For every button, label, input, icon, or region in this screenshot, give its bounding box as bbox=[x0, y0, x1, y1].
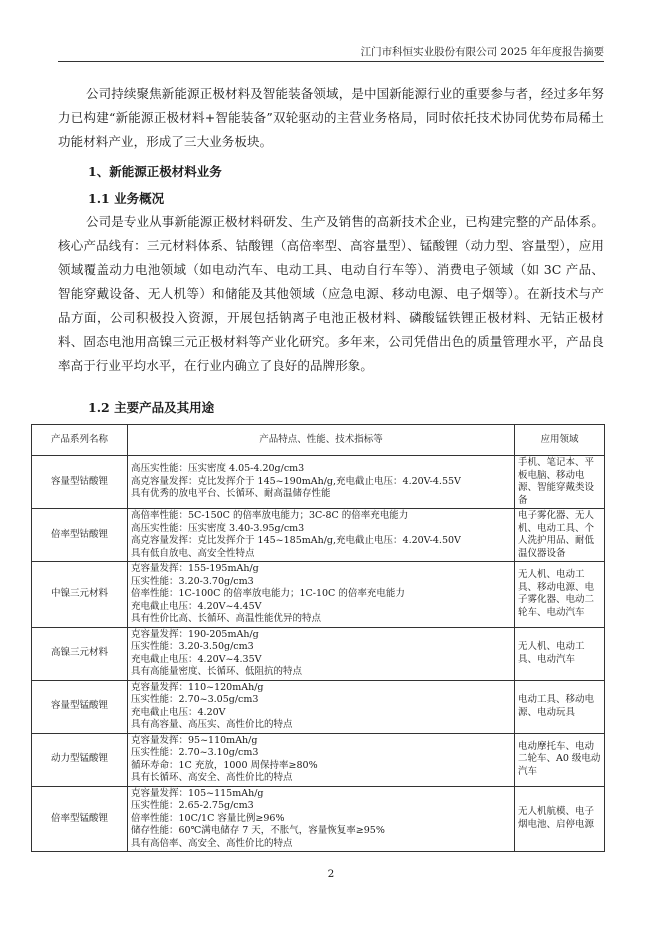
spec-line: 压实性能：2.65-2.75g/cm3 bbox=[131, 800, 254, 811]
spec-line: 压实性能：3.20-3.50g/cm3 bbox=[131, 641, 254, 652]
table-row bbox=[32, 680, 605, 733]
spec-line: 循环寿命：1C 充放，1000 周保持率≥80% bbox=[131, 759, 318, 771]
application-fields-cell: 手机、笔记本、平板电脑、移动电源、智能穿戴类设备 bbox=[515, 456, 605, 509]
spec-line: 充电截止电压：4.20V~4.35V bbox=[131, 653, 262, 665]
spec-line: 高倍率性能：5C-150C 的倍率放电能力；3C-8C 的倍率充电能力 bbox=[131, 510, 409, 521]
spec-line: 倍率性能：1C-100C 的倍率放电能力；1C-10C 的倍率充电能力 bbox=[131, 588, 405, 599]
intro-paragraph: 公司持续聚焦新能源正极材料及智能装备领域，是中国新能源行业的重要参与者，经过多年努力已构建“新能源正极材料+智能装备”双轮驱动的主营业务格局，同时依托技术协同优势布局稀土功能材料产业，形成了三大业务板块。 bbox=[58, 86, 604, 149]
application-fields-cell: 电子雾化器、无人机、电动工具、个人洗护用品、耐低温仪器设备 bbox=[515, 509, 605, 562]
spec-line: 高克容量发挥：克比发挥介于 145~185mAh/g,充电截止电压：4.20V-4.50V bbox=[131, 535, 461, 546]
spec-line: 具有高能量密度、长循环、低阻抗的特点 bbox=[131, 666, 303, 677]
product-series-name: 动力型锰酸锂 bbox=[32, 733, 128, 786]
product-specs-cell bbox=[128, 456, 515, 509]
table-row bbox=[32, 627, 605, 680]
section-heading-1-1: 1.1 业务概况 bbox=[88, 191, 165, 206]
product-specs-cell bbox=[128, 733, 515, 786]
table-row bbox=[32, 456, 605, 509]
spec-line: 具有低自放电、高安全性特点 bbox=[131, 547, 255, 559]
spec-line: 克容量发挥：95~110mAh/g bbox=[131, 734, 258, 746]
section-heading-1: 1、新能源正极材料业务 bbox=[88, 164, 222, 179]
product-series-name: 容量型钴酸锂 bbox=[32, 456, 128, 509]
spec-line: 克容量发挥：155-195mAh/g bbox=[131, 563, 259, 574]
page-number: 2 bbox=[327, 868, 335, 880]
spec-line: 克容量发挥：110~120mAh/g bbox=[131, 681, 264, 693]
product-specs-cell bbox=[128, 680, 515, 733]
spec-line: 具有高倍率、高安全、高性价比的特点 bbox=[131, 837, 293, 849]
spec-line: 充电截止电压：4.20V~4.45V bbox=[131, 600, 262, 612]
application-fields-cell: 无人机、电动工具、电动汽车 bbox=[515, 627, 605, 680]
table-header-row bbox=[32, 425, 605, 456]
section-heading-1-2: 1.2 主要产品及其用途 bbox=[88, 400, 215, 415]
business-overview-paragraph: 公司是专业从事新能源正极材料研发、生产及销售的高新技术企业，已构建完整的产品体系。核心产品线有：三元材料体系、钴酸锂（高倍率型、高容量型）、锰酸锂（动力型、容量型），应用领域覆盖动力电池领域（如电动汽车、电动工具、电动自行车等）、消费电子领域（如 3C 产品、智能穿戴设备、无人机等）和储能及其他领域（应急电源、移动电源、电子烟等）。在新技术与产品方面，公司积极投入资源，开展包括钠离子电池正极材料、磷酸锰铁锂正极材料、无钴正极材料、固态电池用高镍三元正极材料等产业化研究。多年来，公司凭借出色的质量管理水平，产品良率高于行业平均水平，在行业内确立了良好的品牌形象。 bbox=[58, 214, 604, 373]
product-series-name: 倍率型钴酸锂 bbox=[32, 509, 128, 562]
application-fields-cell: 无人机、电动工具、移动电源、电子雾化器、电动二轮车、电动汽车 bbox=[515, 562, 605, 628]
product-series-name: 容量型锰酸锂 bbox=[32, 680, 128, 733]
spec-line: 具有优秀的放电平台、长循环、耐高温储存性能 bbox=[131, 488, 331, 500]
product-specs-cell bbox=[128, 627, 515, 680]
table-row bbox=[32, 733, 605, 786]
application-fields-cell: 电动摩托车、电动二轮车、A0 级电动汽车 bbox=[515, 733, 605, 786]
spec-line: 具有性价比高、长循环、高温性能优异的特点 bbox=[131, 613, 322, 624]
spec-line: 压实性能：2.70~3.10g/cm3 bbox=[131, 747, 259, 758]
spec-line: 压实性能：2.70~3.05g/cm3 bbox=[131, 694, 259, 705]
header-application-fields: 应用领域 bbox=[515, 425, 605, 456]
spec-line: 具有高容量、高压实、高性价比的特点 bbox=[131, 719, 293, 730]
table-row bbox=[32, 786, 605, 852]
application-fields-cell: 无人机航模、电子烟电池、启停电源 bbox=[515, 786, 605, 852]
spec-line: 压实性能：3.20-3.70g/cm3 bbox=[131, 575, 254, 587]
product-specs-cell bbox=[128, 786, 515, 852]
spec-line: 充电截止电压：4.20V bbox=[131, 706, 226, 718]
header-product-features: 产品特点、性能、技术指标等 bbox=[128, 425, 515, 456]
header-divider bbox=[58, 61, 604, 62]
spec-line: 储存性能：60℃满电储存 7 天，不胀气，容量恢复率≥95% bbox=[131, 825, 385, 836]
spec-line: 具有长循环、高安全、高性价比的特点 bbox=[131, 772, 293, 783]
table-row bbox=[32, 562, 605, 628]
spec-line: 高克容量发挥：克比发挥介于 145~190mAh/g,充电截止电压：4.20V-4.55V bbox=[131, 475, 461, 487]
spec-line: 高压实性能：压实密度 4.05-4.20g/cm3 bbox=[131, 463, 305, 475]
spec-line: 克容量发挥：190-205mAh/g bbox=[131, 628, 259, 640]
report-header: 江门市科恒实业股份有限公司 2025 年年度报告摘要 bbox=[360, 46, 604, 58]
table-row bbox=[32, 509, 605, 562]
product-series-name: 中镍三元材料 bbox=[32, 562, 128, 628]
product-series-name: 高镍三元材料 bbox=[32, 627, 128, 680]
spec-line: 高压实性能：压实密度 3.40-3.95g/cm3 bbox=[131, 522, 305, 534]
product-specs-cell bbox=[128, 509, 515, 562]
application-fields-cell: 电动工具、移动电源、电动玩具 bbox=[515, 680, 605, 733]
spec-line: 克容量发挥：105~115mAh/g bbox=[131, 787, 264, 799]
product-series-name: 倍率型锰酸锂 bbox=[32, 786, 128, 852]
product-table bbox=[31, 424, 605, 852]
header-product-series: 产品系列名称 bbox=[32, 425, 128, 456]
spec-line: 倍率性能：10C/1C 容量比例≥96% bbox=[131, 812, 285, 824]
product-specs-cell bbox=[128, 562, 515, 628]
